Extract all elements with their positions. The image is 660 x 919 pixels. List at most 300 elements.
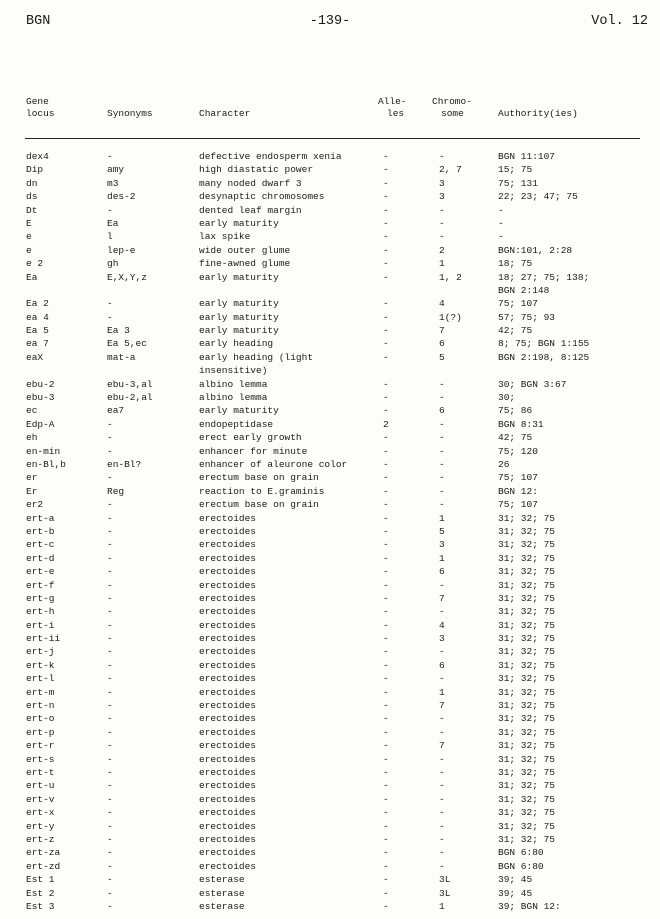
cell-character: early heading (light (199, 351, 314, 363)
cell-chromosome: 1(?) (439, 311, 462, 323)
table-row (0, 418, 660, 431)
cell-authority: 75; 131 (498, 177, 538, 189)
cell-alleles: - (383, 164, 389, 176)
cell-character: dented leaf margin (199, 204, 302, 216)
cell-character: early maturity (199, 405, 279, 417)
cell-authority: BGN 2:198, 8:125 (498, 351, 590, 363)
cell-alleles: - (383, 767, 389, 778)
cell-chromosome: 1 (439, 512, 445, 524)
cell-character: erectoides (199, 633, 257, 645)
cell-gene-locus: ert-j (26, 646, 55, 658)
cell-alleles: - (383, 579, 389, 591)
cell-authority: 31; 32; 75 (498, 820, 556, 832)
cell-character: erectoides (199, 793, 257, 805)
cell-authority: 31; 32; 75 (498, 686, 556, 698)
cell-character: enhancer for minute (199, 445, 308, 457)
cell-gene-locus: Dip (26, 164, 44, 176)
cell-alleles: - (383, 780, 389, 792)
cell-alleles: - (383, 351, 389, 363)
cell-alleles: - (383, 606, 389, 618)
cell-alleles: - (383, 874, 389, 886)
cell-authority: - (498, 204, 504, 216)
cell-synonyms: lep-e (107, 244, 136, 256)
cell-gene-locus: e (26, 244, 32, 256)
cell-chromosome: 3L (439, 887, 451, 899)
table-row (0, 163, 660, 176)
cell-authority: 15; 75 (498, 164, 533, 176)
cell-authority: - (498, 231, 504, 243)
cell-character: early maturity (199, 311, 279, 323)
cell-gene-locus: ert-t (26, 767, 55, 778)
cell-chromosome: - (439, 780, 445, 792)
table-row (0, 779, 660, 792)
cell-authority: 30; (498, 392, 516, 404)
cell-authority: 42; 75 (498, 325, 533, 337)
cell-alleles: - (383, 686, 389, 698)
cell-alleles: 2 (383, 418, 389, 430)
cell-gene-locus: ert-e (26, 566, 55, 578)
cell-alleles: - (383, 258, 389, 270)
cell-alleles: - (383, 833, 389, 845)
cell-synonyms: - (107, 659, 113, 671)
cell-alleles: - (383, 472, 389, 484)
cell-chromosome: 1 (439, 900, 445, 912)
cell-chromosome: 5 (439, 351, 445, 363)
table-row (0, 391, 660, 404)
table-row (0, 471, 660, 484)
cell-synonyms: - (107, 673, 113, 685)
table-row (0, 659, 660, 672)
cell-character: erectoides (199, 646, 257, 658)
cell-alleles: - (383, 298, 389, 310)
cell-authority: 31; 32; 75 (498, 673, 556, 685)
cell-synonyms: - (107, 874, 113, 886)
cell-synonyms: ebu-3,al (107, 378, 153, 390)
cell-chromosome: - (439, 204, 445, 216)
cell-chromosome: - (439, 807, 445, 819)
cell-chromosome: - (439, 673, 445, 685)
cell-chromosome: 3L (439, 874, 451, 886)
table-row (0, 177, 660, 190)
table-row (0, 672, 660, 685)
cell-gene-locus: ert-b (26, 525, 55, 537)
cell-authority: 31; 32; 75 (498, 780, 556, 792)
cell-chromosome: - (439, 472, 445, 484)
cell-character: albino lemma (199, 392, 268, 404)
cell-character: erectoides (199, 619, 257, 631)
cell-alleles: - (383, 525, 389, 537)
cell-gene-locus: ert-g (26, 592, 55, 604)
cell-chromosome: 1 (439, 686, 445, 698)
cell-authority: 18; 75 (498, 258, 533, 270)
cell-synonyms: - (107, 820, 113, 832)
cell-synonyms: gh (107, 258, 119, 270)
cell-authority: BGN 12: (498, 485, 538, 497)
cell-alleles: - (383, 900, 389, 912)
cell-chromosome: - (439, 579, 445, 591)
cell-alleles: - (383, 887, 389, 899)
table-row (0, 297, 660, 310)
table-row (0, 565, 660, 578)
cell-gene-locus: ebu-2 (26, 378, 55, 390)
cell-gene-locus: en-min (26, 445, 61, 457)
cell-gene-locus: ert-c (26, 539, 55, 551)
cell-character: high diastatic power (199, 164, 314, 176)
cell-synonyms: - (107, 566, 113, 578)
cell-character: many noded dwarf 3 (199, 177, 302, 189)
cell-authority: 18; 27; 75; 138; (498, 271, 590, 283)
cell-gene-locus: Edp-A (26, 418, 55, 430)
cell-synonyms: - (107, 418, 113, 430)
cell-gene-locus: ert-m (26, 686, 55, 698)
cell-authority: 31; 32; 75 (498, 512, 556, 524)
cell-chromosome: - (439, 499, 445, 511)
cell-gene-locus: ert-h (26, 606, 55, 618)
cell-authority: - (498, 217, 504, 229)
cell-gene-locus: Ea 5 (26, 325, 49, 337)
cell-character: erectoides (199, 833, 257, 845)
cell-authority: 31; 32; 75 (498, 592, 556, 604)
cell-chromosome: - (439, 418, 445, 430)
cell-character: erectoides (199, 820, 257, 832)
cell-gene-locus: ebu-3 (26, 392, 55, 404)
cell-chromosome: - (439, 378, 445, 390)
cell-authority: 22; 23; 47; 75 (498, 191, 578, 203)
cell-synonyms: - (107, 833, 113, 845)
cell-synonyms: - (107, 592, 113, 604)
cell-alleles: - (383, 566, 389, 578)
cell-alleles: - (383, 204, 389, 216)
cell-character: fine-awned glume (199, 258, 291, 270)
cell-character: early maturity (199, 271, 279, 283)
cell-authority: 75; 86 (498, 405, 533, 417)
cell-gene-locus: ert-z (26, 833, 55, 845)
cell-synonyms: - (107, 311, 113, 323)
cell-chromosome: 6 (439, 405, 445, 417)
cell-chromosome: - (439, 726, 445, 738)
cell-authority: 31; 32; 75 (498, 606, 556, 618)
cell-character: early maturity (199, 217, 279, 229)
cell-chromosome: 6 (439, 338, 445, 350)
cell-authority: 42; 75 (498, 432, 533, 444)
table-row (0, 351, 660, 378)
table-row (0, 458, 660, 471)
cell-gene-locus: er2 (26, 499, 44, 511)
cell-alleles: - (383, 753, 389, 765)
page-number: -139- (309, 14, 351, 29)
cell-synonyms: - (107, 713, 113, 725)
cell-alleles: - (383, 485, 389, 497)
cell-chromosome: 7 (439, 700, 445, 712)
cell-authority: 31; 32; 75 (498, 619, 556, 631)
cell-synonyms: - (107, 619, 113, 631)
cell-synonyms: - (107, 579, 113, 591)
table-row (0, 887, 660, 900)
cell-alleles: - (383, 700, 389, 712)
volume-label: Vol. 12 (591, 14, 648, 29)
cell-gene-locus: Ea (26, 271, 38, 283)
cell-authority: 39; 45 (498, 874, 533, 886)
cell-gene-locus: ert-v (26, 793, 55, 805)
cell-chromosome: - (439, 151, 445, 162)
table-row (0, 525, 660, 538)
cell-gene-locus: ert-k (26, 659, 55, 671)
cell-alleles: - (383, 552, 389, 564)
cell-gene-locus: ert-n (26, 700, 55, 712)
cell-character: erectoides (199, 847, 257, 859)
cell-chromosome: - (439, 432, 445, 444)
table-row (0, 324, 660, 337)
cell-synonyms: ea7 (107, 405, 125, 417)
cell-synonyms: Ea 3 (107, 325, 130, 337)
table-row (0, 337, 660, 350)
table-row (0, 445, 660, 458)
cell-authority: 31; 32; 75 (498, 552, 556, 564)
col-header-chromosome: Chromo- some (432, 96, 472, 119)
cell-gene-locus: ea 7 (26, 338, 49, 350)
cell-synonyms: m3 (107, 177, 119, 189)
cell-authority: 31; 32; 75 (498, 753, 556, 765)
cell-alleles: - (383, 807, 389, 819)
table-row (0, 833, 660, 846)
cell-gene-locus: Ea 2 (26, 298, 49, 310)
cell-alleles: - (383, 338, 389, 350)
cell-synonyms: - (107, 700, 113, 712)
cell-synonyms: - (107, 204, 113, 216)
cell-synonyms: - (107, 780, 113, 792)
cell-alleles: - (383, 378, 389, 390)
cell-character: esterase (199, 900, 245, 912)
cell-authority: 31; 32; 75 (498, 539, 556, 551)
cell-chromosome: 7 (439, 592, 445, 604)
cell-gene-locus: Dt (26, 204, 38, 216)
cell-authority: 8; 75; BGN 1:155 (498, 338, 590, 350)
cell-alleles: - (383, 619, 389, 631)
cell-alleles: - (383, 432, 389, 444)
cell-authority: BGN 6:80 (498, 860, 544, 872)
cell-character: erectum base on grain (199, 472, 319, 484)
table-row (0, 230, 660, 243)
cell-authority: 31; 32; 75 (498, 740, 556, 752)
cell-synonyms: l (107, 231, 113, 243)
cell-synonyms: Ea (107, 217, 119, 229)
cell-character: erectoides (199, 740, 257, 752)
cell-alleles: - (383, 673, 389, 685)
cell-alleles: - (383, 539, 389, 551)
cell-synonyms: - (107, 472, 113, 484)
cell-gene-locus: ert-p (26, 726, 55, 738)
cell-synonyms: - (107, 807, 113, 819)
cell-alleles: - (383, 311, 389, 323)
cell-synonyms: E,X,Y,z (107, 271, 147, 283)
cell-alleles: - (383, 499, 389, 511)
table-row (0, 190, 660, 203)
cell-character: albino lemma (199, 378, 268, 390)
cell-chromosome: - (439, 753, 445, 765)
cell-character: early maturity (199, 298, 279, 310)
cell-authority: BGN 6:80 (498, 847, 544, 859)
cell-authority: 75; 120 (498, 445, 538, 457)
cell-gene-locus: ds (26, 191, 38, 203)
cell-authority: 31; 32; 75 (498, 726, 556, 738)
cell-synonyms: Reg (107, 485, 125, 497)
cell-character: early heading (199, 338, 274, 350)
cell-character: erectum base on grain (199, 499, 319, 511)
cell-gene-locus: ea 4 (26, 311, 49, 323)
cell-synonyms: - (107, 767, 113, 778)
col-header-character: Character (199, 108, 251, 119)
cell-character: erectoides (199, 539, 257, 551)
table-row (0, 686, 660, 699)
cell-synonyms: - (107, 887, 113, 899)
table-row (0, 217, 660, 230)
cell-character: esterase (199, 887, 245, 899)
cell-synonyms: - (107, 646, 113, 658)
cell-alleles: - (383, 592, 389, 604)
cell-chromosome: 3 (439, 539, 445, 551)
cell-gene-locus: ec (26, 405, 38, 417)
cell-alleles: - (383, 793, 389, 805)
cell-character: erectoides (199, 686, 257, 698)
cell-authority: 31; 32; 75 (498, 713, 556, 725)
cell-synonyms: - (107, 793, 113, 805)
table-row (0, 271, 660, 298)
cell-alleles: - (383, 512, 389, 524)
cell-character: erectoides (199, 713, 257, 725)
table-row (0, 605, 660, 618)
cell-synonyms: - (107, 552, 113, 564)
table-row (0, 512, 660, 525)
cell-gene-locus: E (26, 217, 32, 229)
table-row (0, 806, 660, 819)
table-row (0, 766, 660, 779)
table-row (0, 552, 660, 565)
cell-synonyms: - (107, 539, 113, 551)
table-row (0, 311, 660, 324)
cell-character: erectoides (199, 525, 257, 537)
cell-gene-locus: ert-x (26, 807, 55, 819)
cell-character: erectoides (199, 579, 257, 591)
cell-gene-locus: eaX (26, 351, 44, 363)
cell-synonyms: - (107, 847, 113, 859)
cell-authority: 31; 32; 75 (498, 659, 556, 671)
cell-character: erectoides (199, 726, 257, 738)
cell-chromosome: - (439, 217, 445, 229)
table-row (0, 820, 660, 833)
cell-chromosome: 6 (439, 566, 445, 578)
table-row (0, 739, 660, 752)
cell-synonyms: - (107, 633, 113, 645)
cell-authority: BGN 11:107 (498, 151, 556, 162)
table-row (0, 404, 660, 417)
table-row (0, 645, 660, 658)
cell-gene-locus: dex4 (26, 151, 49, 162)
cell-alleles: - (383, 217, 389, 229)
cell-character: reaction to E.graminis (199, 485, 325, 497)
table-row (0, 431, 660, 444)
cell-alleles: - (383, 271, 389, 283)
cell-authority: 31; 32; 75 (498, 525, 556, 537)
cell-alleles: - (383, 231, 389, 243)
cell-authority: 31; 32; 75 (498, 807, 556, 819)
cell-alleles: - (383, 244, 389, 256)
cell-character: defective endosperm xenia (199, 151, 342, 162)
table-row (0, 632, 660, 645)
cell-synonyms: - (107, 740, 113, 752)
cell-synonyms: - (107, 512, 113, 524)
cell-character: early maturity (199, 325, 279, 337)
cell-authority: 31; 32; 75 (498, 579, 556, 591)
cell-authority: BGN:101, 2:28 (498, 244, 573, 256)
cell-chromosome: 2, 7 (439, 164, 462, 176)
cell-authority: 57; 75; 93 (498, 311, 556, 323)
table-row (0, 873, 660, 886)
table-row (0, 860, 660, 873)
cell-character: erectoides (199, 512, 257, 524)
cell-chromosome: - (439, 646, 445, 658)
cell-gene-locus: ert-u (26, 780, 55, 792)
cell-gene-locus: er (26, 472, 38, 484)
cell-chromosome: 3 (439, 633, 445, 645)
cell-chromosome: 2 (439, 244, 445, 256)
cell-chromosome: - (439, 767, 445, 778)
cell-authority: 75; 107 (498, 472, 538, 484)
cell-chromosome: 6 (439, 659, 445, 671)
cell-character: erectoides (199, 606, 257, 618)
cell-synonyms: - (107, 686, 113, 698)
cell-gene-locus: eh (26, 432, 38, 444)
cell-synonyms: - (107, 525, 113, 537)
cell-authority: 75; 107 (498, 298, 538, 310)
table-row (0, 846, 660, 859)
cell-gene-locus: ert-d (26, 552, 55, 564)
gene-table (0, 150, 660, 913)
cell-character: erect early growth (199, 432, 302, 444)
cell-alleles: - (383, 325, 389, 337)
cell-authority: 31; 32; 75 (498, 566, 556, 578)
cell-character: erectoides (199, 673, 257, 685)
cell-alleles: - (383, 191, 389, 203)
table-row (0, 592, 660, 605)
cell-authority: 30; BGN 3:67 (498, 378, 567, 390)
cell-gene-locus: ert-s (26, 753, 55, 765)
table-row (0, 378, 660, 391)
cell-alleles: - (383, 392, 389, 404)
cell-synonyms: - (107, 298, 113, 310)
cell-character: enhancer of aleurone color (199, 459, 348, 471)
cell-chromosome: 3 (439, 191, 445, 203)
table-row (0, 538, 660, 551)
cell-authority: BGN 8:31 (498, 418, 544, 430)
table-row (0, 204, 660, 217)
cell-alleles: - (383, 151, 389, 162)
cell-gene-locus: ert-y (26, 820, 55, 832)
cell-chromosome: - (439, 860, 445, 872)
cell-authority: 26 (498, 459, 510, 471)
table-row (0, 257, 660, 270)
cell-gene-locus: ert-za (26, 847, 61, 859)
cell-character-cont: insensitive) (199, 365, 268, 377)
cell-alleles: - (383, 405, 389, 417)
cell-chromosome: 7 (439, 740, 445, 752)
cell-alleles: - (383, 820, 389, 832)
cell-synonyms: - (107, 860, 113, 872)
cell-synonyms: - (107, 499, 113, 511)
journal-abbrev: BGN (26, 14, 51, 29)
cell-authority-cont: BGN 2:148 (498, 284, 550, 296)
cell-synonyms: des-2 (107, 191, 136, 203)
cell-chromosome: 1, 2 (439, 271, 462, 283)
